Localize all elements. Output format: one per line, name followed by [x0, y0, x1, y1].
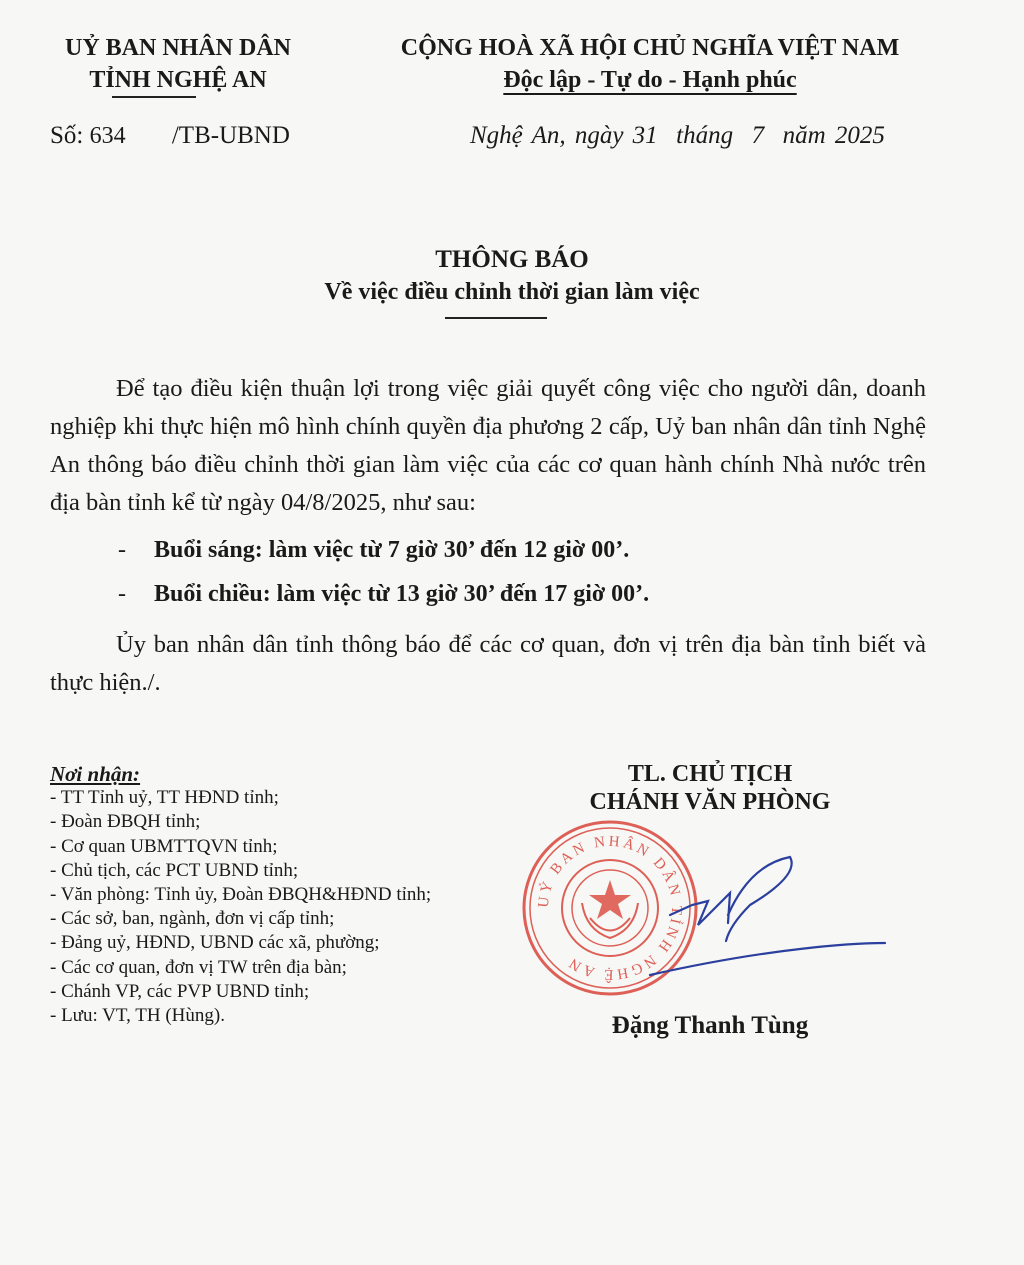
agency-line-1: UỶ BAN NHÂN DÂN: [65, 35, 291, 61]
national-title: CỘNG HOÀ XÃ HỘI CHỦ NGHĨA VIỆT NAM: [400, 35, 900, 61]
national-header: [370, 32, 930, 96]
national-motto: Độc lập - Tự do - Hạnh phúc: [503, 67, 797, 93]
list-item: - Chánh VP, các PVP UBND tỉnh;: [50, 980, 310, 1002]
bullet-morning: [118, 537, 629, 564]
number-suffix: /TB-UBND: [171, 122, 290, 149]
bullet-afternoon: [118, 581, 649, 608]
bullet-afternoon-text: Buổi chiều: làm việc từ 13 giờ 30’ đến 17 giờ 00’.: [154, 581, 650, 607]
place-date: Nghệ An, ngày 31 tháng 7 năm 2025: [470, 122, 885, 149]
number-label: Số:: [50, 122, 84, 149]
list-item: - Lưu: VT, TH (Hùng).: [50, 1005, 225, 1027]
list-item: - TT Tỉnh uỷ, TT HĐND tỉnh;: [50, 787, 279, 809]
list-item: - Cơ quan UBMTTQVN tỉnh;: [50, 835, 278, 857]
document-subtitle: Về việc điều chỉnh thời gian làm việc: [324, 279, 700, 305]
bullet-dash: -: [118, 537, 126, 563]
list-item: - Văn phòng: Tỉnh ủy, Đoàn ĐBQH&HĐND tỉnh;: [50, 884, 432, 906]
agency-underline: [112, 96, 196, 98]
signature-title-line-1: TL. CHỦ TỊCH: [627, 761, 793, 787]
issuing-agency: [28, 32, 328, 96]
body-paragraph-2: Ủy ban nhân dân tỉnh thông báo để các cơ quan, đơn vị trên địa bàn tỉnh biết và thực hiện./.: [50, 631, 926, 696]
handwritten-signature-icon: [640, 845, 890, 985]
recipients-heading: Nơi nhận:: [50, 762, 141, 786]
signer-name: Đặng Thanh Tùng: [611, 1012, 809, 1039]
list-item: - Đảng uỷ, HĐND, UBND các xã, phường;: [50, 932, 380, 954]
recipients-list: [50, 762, 431, 1028]
agency-line-2: TỈNH NGHỆ AN: [89, 67, 267, 93]
number-value: 634: [89, 123, 126, 149]
list-item: - Chủ tịch, các PCT UBND tỉnh;: [50, 859, 299, 881]
svg-text:UỶ BAN NHÂN DÂN TỈNH NGHỆ AN: UỶ BAN NHÂN DÂN TỈNH NGHỆ AN: [535, 833, 685, 983]
bullet-morning-text: Buổi sáng: làm việc từ 7 giờ 30’ đến 12 giờ 00’.: [154, 537, 630, 563]
bullet-dash: -: [118, 581, 126, 607]
body-paragraph-1: Để tạo điều kiện thuận lợi trong việc giải quyết công việc cho người dân, doanh nghiệp khi thực hiện mô hình chính quyền địa phương 2 cấp, Uỷ ban nhân dân tỉnh Nghệ An thông báo điều chỉnh thời gian làm việc của các cơ quan hành chính Nhà nước trên địa bàn tỉnh kể từ ngày 04/8/2025, như sau:: [50, 375, 926, 516]
list-item: - Các cơ quan, đơn vị TW trên địa bàn;: [50, 956, 347, 978]
subtitle-underline: [445, 317, 547, 319]
document-number: [50, 122, 290, 150]
list-item: - Đoàn ĐBQH tỉnh;: [50, 811, 201, 833]
signature-title: [560, 760, 860, 816]
document-title: THÔNG BÁO: [435, 246, 589, 273]
signature-title-line-2: CHÁNH VĂN PHÒNG: [589, 789, 831, 815]
list-item: - Các sở, ban, ngành, đơn vị cấp tỉnh;: [50, 908, 335, 930]
